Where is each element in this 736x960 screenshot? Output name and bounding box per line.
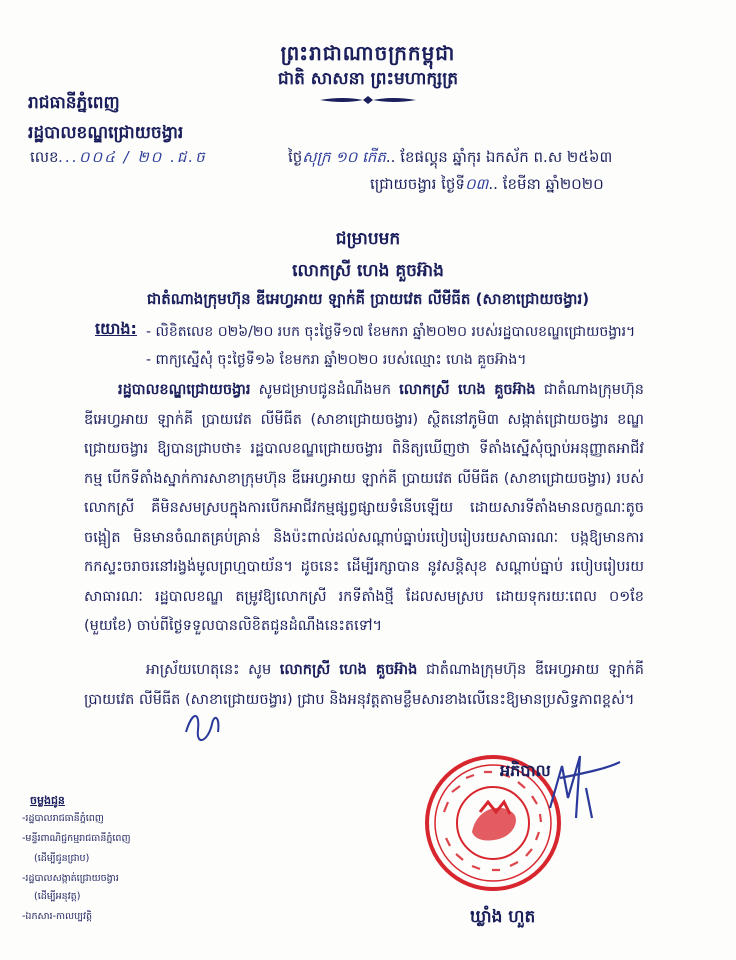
ornament-divider [318, 94, 418, 106]
solar-date-rest: ខែមីនា ឆ្នាំ២០២០ [502, 175, 604, 193]
governor-signature [520, 748, 630, 828]
body-lead-name: លោកស្រី ហេង គួចអ៊ាង [399, 382, 536, 398]
reference-item: - លិខិតលេខ ០២៦/២០ របក ចុះថ្ងៃទី១៧ ខែមករា ឆ្នាំ២០២០ របស់រដ្ឋបាលខណ្ឌជ្រោយចង្វារ។ [146, 324, 636, 340]
solar-place-prefix: ជ្រោយចង្វារ ថ្ងៃទី [370, 175, 465, 193]
closing-lead-name: លោកស្រី ហេង គួចអ៊ាង [279, 662, 418, 678]
recipient-representative: ជាតំណាងក្រុមហ៊ុន ឌីអេហ្វអាយ ឡាក់គី ប្រាយវេត លីមីធីត (សាខាជ្រោយចង្វារ) [146, 290, 590, 308]
references-label: យោង: [95, 319, 137, 338]
closing-text: ជាតំណាងក្រុមហ៊ុន ឌីអេហ្វអាយ ឡាក់គី ប្រាយវេត លីមីធីត (សាខាជ្រោយចង្វារ) ជ្រាប និងអនុវត្តតាមខ្លឹមសារខាងលើនេះឱ្យមានប្រសិទ្ធភាពខ្ពស់។ [84, 662, 644, 708]
solar-date: ជ្រោយចង្វារ ថ្ងៃទី០៣.. ខែមីនា ឆ្នាំ២០២០ [370, 175, 604, 193]
recipient-title: ជម្រាបមក [335, 229, 401, 249]
initial-mark [178, 702, 228, 752]
national-motto: ជាតិ សាសនា ព្រះមហាក្សត្រ [277, 69, 459, 89]
kingdom-title: ព្រះរាជាណាចក្រកម្ពុជា [280, 41, 456, 65]
cc-item: -ឯកសារ-កាលប្បវត្តិ [22, 911, 92, 922]
cc-title: ចម្លងជូន [30, 794, 65, 807]
reference-value: ...០០៤ / ២០ .ជ.ច [58, 148, 207, 166]
governor-title: អភិបាល [500, 761, 551, 780]
body-text: ជាតំណាងក្រុមហ៊ុន ឌីអេហ្វអាយ ឡាក់គី ប្រាយវេត លីមីធីត (សាខាជ្រោយចង្វារ) ស្ថិតនៅភូមិ៣ សង្កាត់ជ្រោយចង្វារ ខណ្ឌជ្រោយចង្វារ ឱ្យបានជ្រាបថា៖ រដ្ឋបាលខណ្ឌជ្រោយចង្វារ ពិនិត្យឃើញថា ទីតាំងស្នើសុំច្បាប់អនុញ្ញាតអាជីវកម្ម បើកទីតាំងស្នាក់ការសាខាក្រុមហ៊ុន ឌីអេហ្វអាយ ឡាក់គី ប្រាយវេត លីមីធីត (សាខាជ្រោយចង្វារ) របស់លោកស្រី គឺមិនសមស្របក្នុងការបើកអាជីវកម្មផ្សព្វផ្សាយទំនើបឡើយ ដោយសារទីតាំងមានលក្ខណៈតូចចង្អៀត មិនមានចំណតគ្រប់គ្រាន់ និងប៉ះពាល់ដល់សណ្ដាប់ធ្នាប់របៀបរៀបរយសាធារណៈ បង្កឱ្យមានការកកស្ទះចរាចរនៅរង្វង់មូលព្រហ្មបាយ័ន។ ដូចនេះ ដើម្បីរក្សាបាន នូវសន្តិសុខ សណ្ដាប់ធ្នាប់ របៀបរៀបរយសាធារណៈ រដ្ឋបាលខណ្ឌ តម្រូវឱ្យលោកស្រី រកទីតាំងថ្មី ដែលសមស្រប ដោយទុករយៈពេល ០១ខែ (មួយខែ) ចាប់ពីថ្ងៃទទួលបានលិខិតជូនដំណឹងនេះតទៅ។ [84, 382, 644, 634]
lunar-date-rest: ខែផល្គុន ឆ្នាំកុរ ឯកស័ក ព.ស ២៥៦៣ [400, 148, 613, 166]
closing-lead-text: អាស្រ័យហេតុនេះ សូម [146, 662, 280, 678]
lunar-day-handwritten: សុក្រ ១០ កើត [302, 148, 386, 166]
reference-number [30, 148, 207, 170]
reference-item: - ពាក្យស្នើសុំ ចុះថ្ងៃទី១៦ ខែមករា ឆ្នាំ២០២០ របស់ឈ្មោះ ហេង គួចអ៊ាង។ [146, 352, 527, 368]
lunar-day-prefix: ថ្ងៃ [288, 148, 303, 166]
cc-item: -មន្ទីរពាណិជ្ជកម្មរាជធានីភ្នំពេញ [22, 833, 131, 844]
lunar-date: ថ្ងៃសុក្រ ១០ កើត.. ខែផល្គុន ឆ្នាំកុរ ឯកស័ក ព.ស ២៥៦៣ [288, 148, 613, 166]
closing-paragraph [84, 656, 644, 715]
solar-day-handwritten: ០៣ [464, 175, 489, 193]
recipient-name: លោកស្រី ហេង គួចអ៊ាង [292, 261, 444, 281]
cc-item-note: (ដើម្បីជូនជ្រាប) [34, 853, 90, 864]
authority-district: រដ្ឋបាលខណ្ឌជ្រោយចង្វារ [28, 123, 184, 143]
signer-name: ឃ្លាំង ហួត [470, 907, 536, 927]
body-lead-text: សូមជម្រាបជូនដំណឹងមក [250, 382, 400, 398]
body-paragraph [84, 376, 644, 642]
cc-item-note: (ដើម្បីអនុវត្ត) [34, 891, 81, 902]
reference-prefix: លេខ [30, 148, 59, 166]
cc-item: -រដ្ឋបាលរាជធានីភ្នំពេញ [22, 813, 104, 824]
body-lead-authority: រដ្ឋបាលខណ្ឌជ្រោយចង្វារ [118, 382, 251, 398]
cc-item: -រដ្ឋបាលសង្កាត់ជ្រោយចង្វារ [22, 873, 119, 884]
authority-capital: រាជធានីភ្នំពេញ [28, 93, 120, 113]
